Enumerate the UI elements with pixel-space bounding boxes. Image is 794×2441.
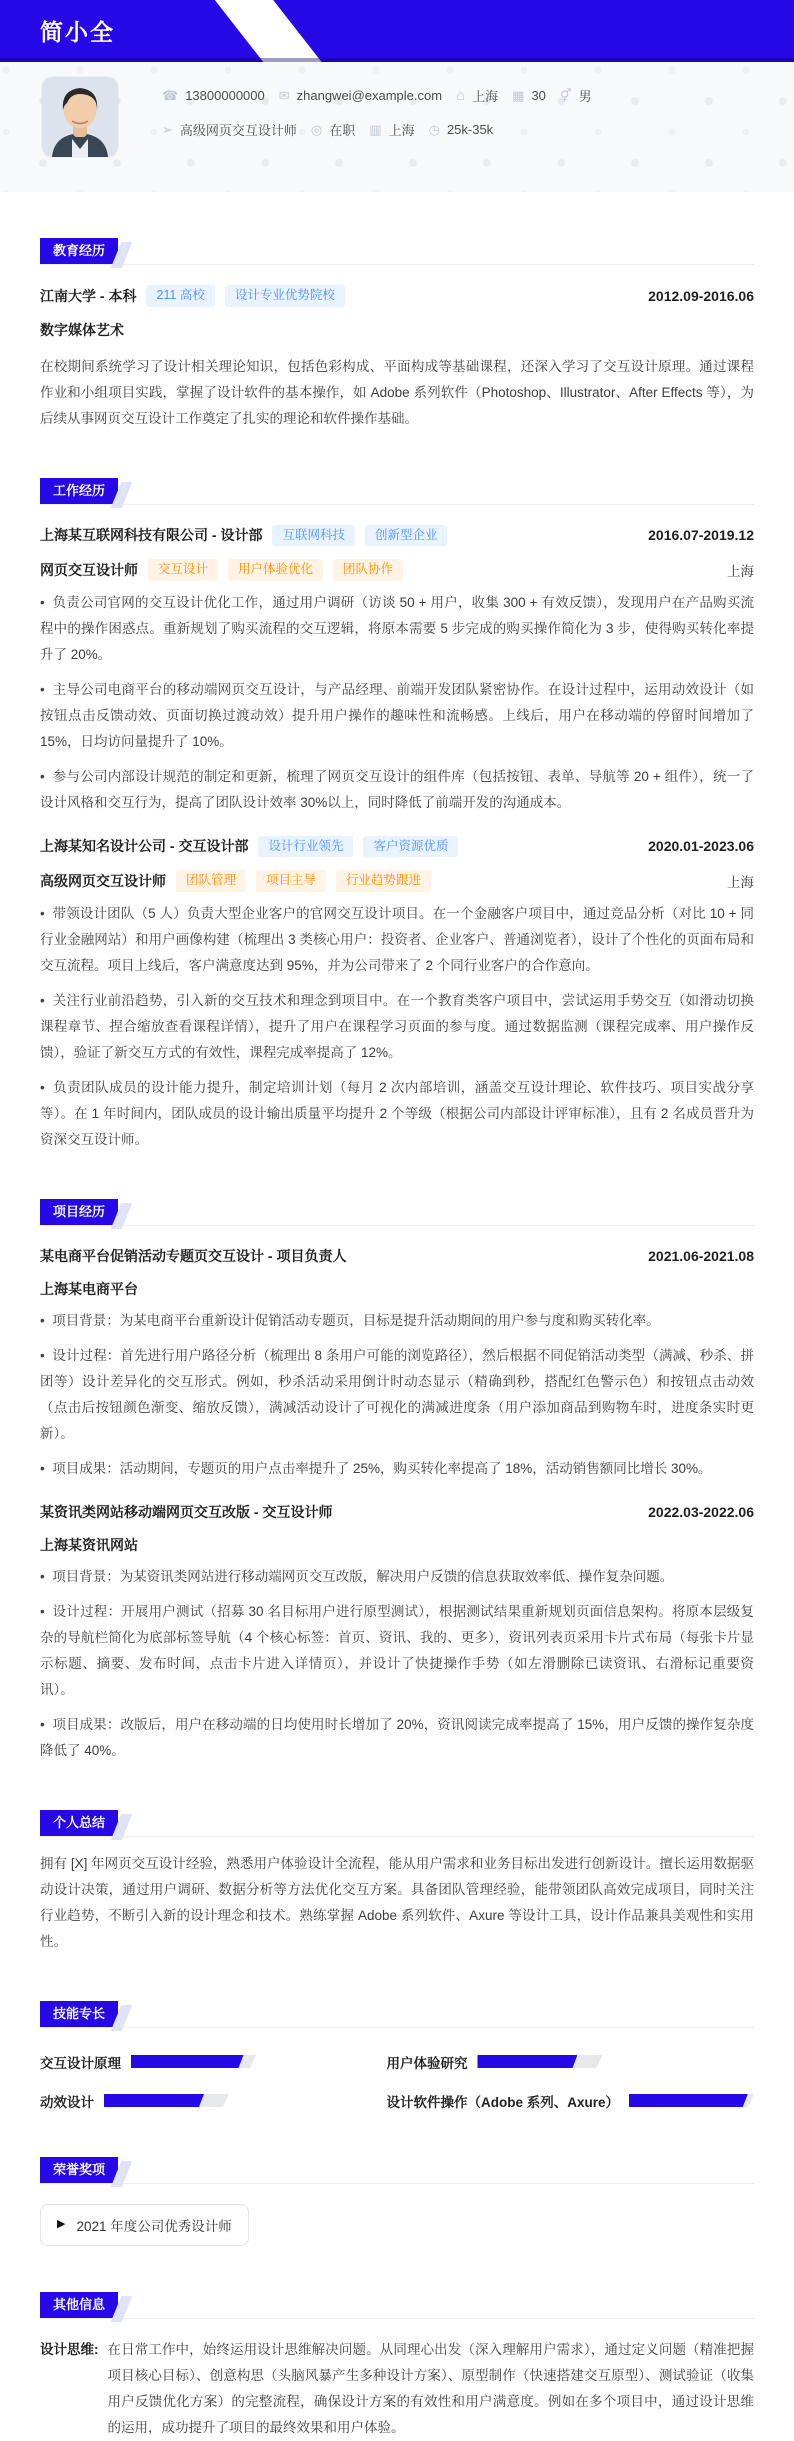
- contact-phone: [162, 88, 265, 103]
- bullet-item: • 项目背景：为某资讯类网站进行移动端网页交互改版，解决用户反馈的信息获取效率低、操作复杂问题。: [40, 1564, 754, 1590]
- job-icon: [162, 123, 173, 136]
- projects-section-header: [40, 1199, 754, 1226]
- work-location: 上海: [727, 874, 754, 890]
- project-title: 某电商平台促销活动专题页交互设计 - 项目负责人: [40, 1247, 347, 1264]
- bullet-item: • 设计过程：开展用户测试（招募 30 名目标用户进行原型测试），根据测试结果重新规划页面信息架构。将原本层级复杂的导航栏简化为底部标签导航（4 个核心标签：首页、资讯、我的、更多），资讯列表页采用卡片式布局（每张卡片显示标题、摘要、发布时间，点击卡片进入详情页），并设计了快捷操作手势（如左滑删除已读资讯、右滑标记重要资讯）。: [40, 1599, 754, 1703]
- education-section-header: [40, 238, 754, 265]
- contact-email: [279, 88, 442, 103]
- phone-icon: [162, 89, 178, 102]
- other-info-label: 设计思维:: [40, 2341, 99, 2357]
- bullet-item: • 负责团队成员的设计能力提升，制定培训计划（每月 2 次内部培训，涵盖交互设计理论、软件技巧、项目实战分享等）。在 1 年时间内，团队成员的设计输出质量平均提升 2 个等级（根据公司内部设计评审标准），且有 2 名成员晋升为资深交互设计师。: [40, 1075, 754, 1153]
- project-entry: [40, 1502, 754, 1764]
- header-band: [0, 0, 794, 62]
- section-badge-summary: 个人总结: [40, 1810, 118, 1836]
- section-badge-projects: 项目经历: [40, 1199, 118, 1225]
- tag: 客户资源优质: [363, 836, 458, 858]
- project-subtitle: 上海某电商平台: [40, 1280, 138, 1297]
- work-role-row: [40, 870, 754, 892]
- project-subtitle-row: [40, 1279, 754, 1299]
- honors-section-header: [40, 2157, 754, 2184]
- header-diagonal-stripe: [210, 0, 328, 62]
- honors-section: [40, 2157, 754, 2246]
- work-entry-header: [40, 836, 754, 858]
- contact-info: [162, 77, 592, 139]
- contact-gender: [560, 86, 592, 105]
- skill-item: [386, 2052, 754, 2072]
- bullet-item: • 关注行业前沿趋势，引入新的交互技术和理念到项目中。在一个教育类客户项目中，尝试运用手势交互（如滑动切换课程章节、捏合缩放查看课程详情），提升了用户在课程学习页面的参与度。通过数据监测（课程完成率、用户操作反馈），验证了新交互方式的有效性，课程完成率提高了 12%。: [40, 988, 754, 1066]
- summary-section-header: [40, 1810, 754, 1837]
- play-triangle-icon: [57, 2219, 65, 2230]
- bullet-item: • 项目成果：活动期间，专题页的用户点击率提升了 25%，购买转化率提高了 18%，活动销售额同比增长 30%。: [40, 1456, 754, 1482]
- contact-city: [456, 86, 498, 105]
- status-icon: [311, 123, 322, 136]
- header-bottom-line: [0, 58, 794, 62]
- skill-item: [386, 2091, 754, 2111]
- city-value: 上海: [472, 89, 499, 104]
- education-entry-header: [40, 285, 754, 307]
- skill-label: 动效设计: [40, 2094, 94, 2110]
- gender-icon: [560, 89, 572, 102]
- skill-item: [40, 2052, 340, 2072]
- tag: 用户体验优化: [228, 559, 323, 581]
- role-tags: [138, 559, 403, 581]
- school-name: 江南大学 - 本科: [40, 287, 137, 304]
- honor-text: 2021 年度公司优秀设计师: [76, 2218, 232, 2234]
- summary-text: 拥有 [X] 年网页交互设计经验，熟悉用户体验设计全流程，能从用户需求和业务目标出发进行创新设计。擅长运用数据驱动设计决策，通过用户调研、数据分析等方法优化交互方案。具备团队管理经验，能带领团队高效完成项目，同时关注行业趋势，不断引入新的设计理念和技术。熟练掌握 Adobe 系列软件、Axure 等设计工具，设计作品兼具美观性和实用性。: [40, 1855, 754, 1949]
- skill-label: 用户体验研究: [386, 2055, 468, 2071]
- company-tags: [248, 836, 458, 858]
- tag: 设计专业优势院校: [225, 285, 345, 307]
- other-section-header: [40, 2292, 754, 2319]
- section-badge-honors: 荣誉奖项: [40, 2157, 118, 2183]
- section-badge-skills: 技能专长: [40, 2001, 118, 2027]
- work-bullets: [40, 590, 754, 816]
- skill-bar-track: [629, 2094, 754, 2107]
- skills-section: [40, 2001, 754, 2111]
- work-city-value: 上海: [388, 123, 415, 138]
- skills-section-header: [40, 2001, 754, 2028]
- honor-item[interactable]: [40, 2204, 249, 2246]
- school-tags: [136, 285, 344, 307]
- project-title: 某资讯类网站移动端网页交互改版 - 交互设计师: [40, 1503, 333, 1520]
- contact-status: [311, 120, 355, 139]
- tag: 互联网科技: [272, 525, 355, 547]
- tag: 交互设计: [148, 559, 218, 581]
- section-badge-education: 教育经历: [40, 238, 118, 264]
- home-icon: [456, 88, 465, 103]
- skills-grid: [40, 2052, 754, 2111]
- mail-icon: [279, 89, 290, 102]
- work-date: 2020.01-2023.06: [648, 838, 754, 855]
- company-name: 上海某知名设计公司 - 交互设计部: [40, 838, 249, 855]
- project-subtitle-row: [40, 1535, 754, 1555]
- tag: 211 高校: [146, 285, 214, 307]
- work-location: 上海: [727, 563, 754, 579]
- contact-row-1: [162, 86, 592, 105]
- summary-section: [40, 1810, 754, 1955]
- work-entry: [40, 525, 754, 816]
- work-section-header: [40, 478, 754, 505]
- bullet-item: • 负责公司官网的交互设计优化工作，通过用户调研（访谈 50 + 用户，收集 300 + 有效反馈），发现用户在产品购买流程中的操作困惑点。重新规划了购买流程的交互逻辑，将原本需要 5 步完成的购买操作简化为 3 步，使得购买转化率提升了 20%。: [40, 590, 754, 668]
- bullet-item: • 项目背景：为某电商平台重新设计促销活动专题页，目标是提升活动期间的用户参与度和购买转化率。: [40, 1308, 754, 1334]
- avatar: [42, 77, 118, 157]
- skill-bar-track: [477, 2055, 602, 2068]
- contact-row-2: [162, 120, 592, 139]
- other-info-text: 在日常工作中，始终运用设计思维解决问题。从同理心出发（深入理解用户需求），通过定义问题（精准把握项目核心目标）、创意构思（头脑风暴产生多种设计方案）、原型制作（快速搭建交互原型）、测试验证（收集用户反馈优化方案）的完整流程，确保设计方案的有效性和用户满意度。例如在多个项目中，通过设计思维的运用，成功提升了项目的最终效果和用户体验。: [107, 2341, 754, 2435]
- education-date: 2012.09-2016.06: [648, 287, 754, 304]
- bullet-item: • 主导公司电商平台的移动端网页交互设计，与产品经理、前端开发团队紧密协作。在设计过程中，运用动效设计（如按钮点击反馈动效、页面切换过渡动效）提升用户操作的趣味性和流畅感。上线后，用户在移动端的停留时间增加了 15%，日均访问量提升了 10%。: [40, 677, 754, 755]
- company-tags: [262, 525, 447, 547]
- phone-value: 13800000000: [185, 88, 265, 103]
- bullet-item: • 参与公司内部设计规范的制定和更新，梳理了网页交互设计的组件库（包括按钮、表单、导航等 20 + 组件），统一了设计风格和交互行为，提高了团队设计效率 30%以上，同时降低了前端开发的沟通成本。: [40, 764, 754, 816]
- work-entry-header: [40, 525, 754, 547]
- major-name: 数字媒体艺术: [40, 321, 124, 338]
- company-name: 上海某互联网科技有限公司 - 设计部: [40, 527, 263, 544]
- role-tags: [166, 870, 431, 892]
- salary-icon: [429, 123, 440, 136]
- bullet-item: • 设计过程：首先进行用户路径分析（梳理出 8 条用户可能的浏览路径），然后根据不同促销活动类型（满减、秒杀、拼团等）设计差异化的交互形式。例如，秒杀活动采用倒计时动态显示（精确到秒，搭配红色警示色）和按钮点击动效（点击后按钮颜色渐变、缩放反馈），满减活动设计了可视化的满减进度条（用户添加商品到购物车时，进度条实时更新）。: [40, 1343, 754, 1447]
- tag: 团队协作: [333, 559, 403, 581]
- skill-bar-fill: [131, 2055, 244, 2068]
- tag: 团队管理: [176, 870, 246, 892]
- work-entry: [40, 836, 754, 1153]
- projects-section: [40, 1199, 754, 1764]
- job-title-value: 高级网页交互设计师: [179, 123, 297, 138]
- contact-salary: [429, 122, 494, 137]
- section-badge-other: 其他信息: [40, 2292, 118, 2318]
- education-description: 在校期间系统学习了设计相关理论知识，包括色彩构成、平面构成等基础课程，还深入学习了交互设计原理。通过课程作业和小组项目实践，掌握了设计软件的基本操作，如 Adobe 系列软件（Photoshop、Illustrator、After Effects 等），为后续从事网页交互设计工作奠定了扎实的理论和软件操作基础。: [40, 358, 754, 426]
- bullet-item: • 带领设计团队（5 人）负责大型企业客户的官网交互设计项目。在一个金融客户项目中，通过竞品分析（对比 10 + 同行业金融网站）和用户画像构建（梳理出 3 类核心用户：投资者、企业客户、普通浏览者），设计了个性化的页面布局和交互流程。项目上线后，客户满意度达到 95%，并为公司带来了 2 个同行业客户的合作意向。: [40, 901, 754, 979]
- work-role-row: [40, 559, 754, 581]
- education-section: [40, 238, 754, 432]
- education-major-row: [40, 320, 754, 340]
- resume-name: 简小全: [40, 18, 115, 45]
- contact-job-title: [162, 120, 297, 139]
- other-section: [40, 2292, 754, 2441]
- project-subtitle: 上海某资讯网站: [40, 1536, 138, 1553]
- skill-bar-track: [104, 2094, 229, 2107]
- tag: 项目主导: [256, 870, 326, 892]
- tag: 设计行业领先: [258, 836, 353, 858]
- tag: 创新型企业: [365, 525, 448, 547]
- bullet-item: • 项目成果：改版后，用户在移动端的日均使用时长增加了 20%，资讯阅读完成率提高了 15%，用户反馈的操作复杂度降低了 40%。: [40, 1712, 754, 1764]
- skill-bar-fill: [629, 2094, 748, 2107]
- avatar-illustration: [42, 77, 118, 157]
- skill-label: 交互设计原理: [40, 2055, 121, 2071]
- age-icon: [512, 89, 524, 102]
- project-bullets: [40, 1308, 754, 1482]
- contact-work-city: [369, 120, 414, 139]
- project-bullets: [40, 1564, 754, 1764]
- role-name: 高级网页交互设计师: [40, 872, 166, 889]
- building-icon: [369, 123, 381, 136]
- work-date: 2016.07-2019.12: [648, 527, 754, 544]
- skill-bar-fill: [477, 2055, 577, 2068]
- status-value: 在职: [329, 123, 356, 138]
- work-bullets: [40, 901, 754, 1153]
- work-section: [40, 478, 754, 1153]
- skill-bar-fill: [104, 2094, 204, 2107]
- email-value: zhangwei@example.com: [296, 88, 443, 103]
- gender-value: 男: [578, 89, 592, 104]
- project-date: 2021.06-2021.08: [648, 1247, 754, 1264]
- tag: 行业趋势跟进: [336, 870, 431, 892]
- project-entry: [40, 1246, 754, 1482]
- age-value: 30: [531, 88, 546, 103]
- salary-value: 25k-35k: [446, 122, 494, 137]
- skill-bar-track: [131, 2055, 256, 2068]
- skill-label: 设计软件操作（Adobe 系列、Axure）: [386, 2094, 619, 2110]
- profile-strip: [0, 62, 794, 192]
- role-name: 网页交互设计师: [40, 561, 138, 578]
- other-info-row: [40, 2337, 754, 2441]
- section-badge-work: 工作经历: [40, 478, 118, 504]
- contact-age: [512, 88, 546, 103]
- project-entry-header: [40, 1502, 754, 1522]
- project-entry-header: [40, 1246, 754, 1266]
- skill-item: [40, 2091, 340, 2111]
- project-date: 2022.03-2022.06: [648, 1503, 754, 1520]
